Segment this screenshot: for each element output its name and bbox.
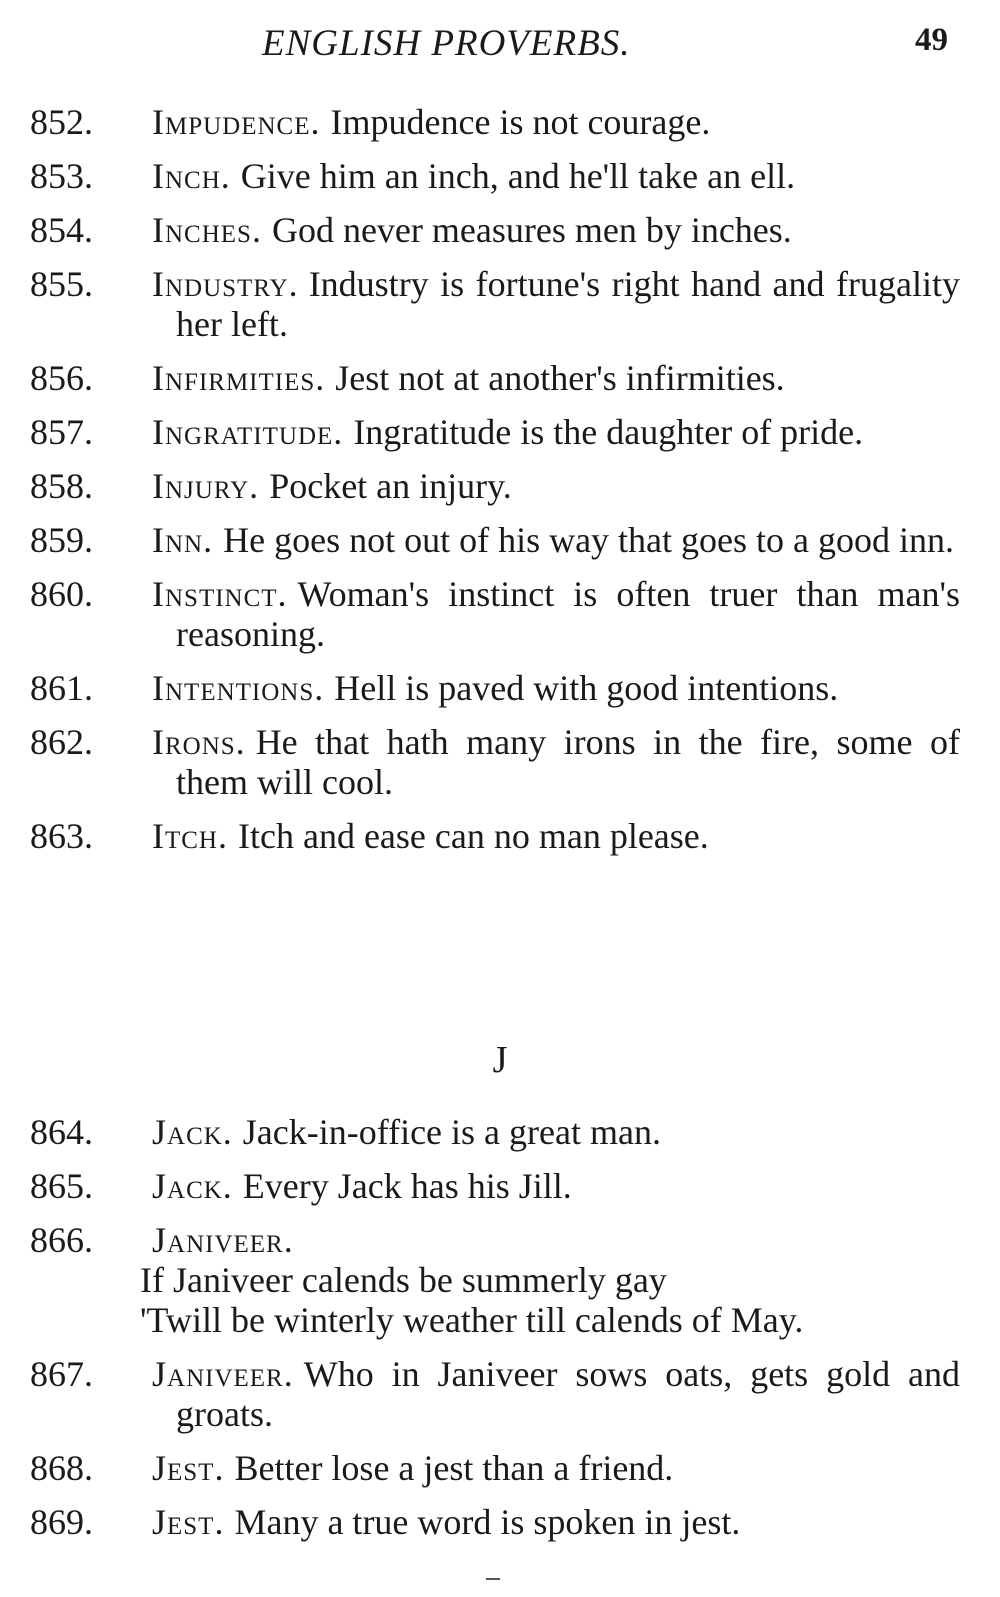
proverb-entry [30,156,960,196]
entry-keyword: Injury. [152,466,260,506]
entry-keyword: Jack. [152,1166,233,1206]
entry-keyword: Janiveer. [152,1354,294,1394]
entry-text: Jack-in-office is a great man. [242,1112,661,1152]
entry-text: He that hath many irons in the fire, some of them will cool. [176,722,960,802]
proverb-entry [30,1220,960,1340]
entry-text: Better lose a jest than a friend. [234,1448,674,1488]
proverb-entry [30,1448,960,1488]
running-title: ENGLISH PROVERBS. [262,23,631,64]
proverb-entry [30,520,960,560]
entry-number: 853. [30,156,93,196]
entry-number: 859. [30,520,93,560]
entry-keyword: Instinct. [152,574,288,614]
proverb-entry [30,412,960,452]
entry-text: Pocket an injury. [269,466,512,506]
entry-text: Every Jack has his Jill. [242,1166,572,1206]
entry-number: 865. [30,1166,93,1206]
entry-number: 854. [30,210,93,250]
proverb-entry [30,1502,960,1542]
entry-keyword: Irons. [152,722,246,762]
proverb-entry [30,1354,960,1434]
entry-number: 864. [30,1112,93,1152]
entry-text: Itch and ease can no man please. [238,816,709,856]
entry-text: Impudence is not courage. [330,102,711,142]
entry-keyword: Inch. [152,156,231,196]
proverb-entry [30,102,960,142]
entry-number: 863. [30,816,93,856]
section-heading-letter: J [492,1039,508,1081]
signature-mark [486,1578,500,1582]
proverb-list-i [30,102,960,870]
proverb-entry [30,1112,960,1152]
proverb-entry [30,1166,960,1206]
entry-text: Many a true word is spoken in jest. [234,1502,741,1542]
entry-text: Give him an inch, and he'll take an ell. [240,156,796,196]
entry-number: 867. [30,1354,93,1394]
proverb-entry [30,358,960,398]
entry-keyword: Industry. [152,264,299,304]
entry-keyword: Ingratitude. [152,412,344,452]
entry-keyword: Infirmities. [152,358,326,398]
entry-text: Woman's instinct is often truer than man's reasoning. [176,574,960,654]
entry-text: He goes not out of his way that goes to a good inn. [223,520,955,560]
entry-text: Ingratitude is the daughter of pride. [353,412,864,452]
entry-keyword: Inches. [152,210,262,250]
entry-number: 861. [30,668,93,708]
entry-number: 862. [30,722,93,762]
proverb-entry [30,264,960,344]
entry-number: 866. [30,1220,93,1260]
entry-text: Jest not at another's infirmities. [335,358,785,398]
entry-keyword: Janiveer. [152,1220,294,1260]
entry-text: Industry is fortune's right hand and frugality her left. [176,264,960,344]
proverb-entry [30,722,960,802]
entry-number: 869. [30,1502,93,1542]
entry-text: God never measures men by inches. [271,210,792,250]
entry-number: 855. [30,264,93,304]
entry-keyword: Inn. [152,520,214,560]
proverb-entry [30,574,960,654]
page-number: 49 [915,22,948,58]
entry-text: Who in Janiveer sows oats, gets gold and groats. [176,1354,960,1434]
entry-keyword: Itch. [152,816,228,856]
entry-number: 860. [30,574,93,614]
entry-keyword: Jest. [152,1448,225,1488]
verse-line: 'Twill be winterly weather till calends of May. [140,1300,804,1340]
proverb-entry [30,466,960,506]
proverb-list-j [30,1112,960,1556]
entry-number: 857. [30,412,93,452]
entry-number: 856. [30,358,93,398]
proverb-entry [30,210,960,250]
entry-number: 858. [30,466,93,506]
entry-number: 852. [30,102,93,142]
entry-text: Hell is paved with good intentions. [334,668,839,708]
running-head [0,22,1000,68]
entry-keyword: Jack. [152,1112,233,1152]
entry-keyword: Jest. [152,1502,225,1542]
entry-number: 868. [30,1448,93,1488]
entry-keyword: Impudence. [152,102,321,142]
verse-line: If Janiveer calends be summerly gay [140,1260,667,1300]
proverb-entry [30,816,960,856]
proverb-entry [30,668,960,708]
entry-keyword: Intentions. [152,668,325,708]
